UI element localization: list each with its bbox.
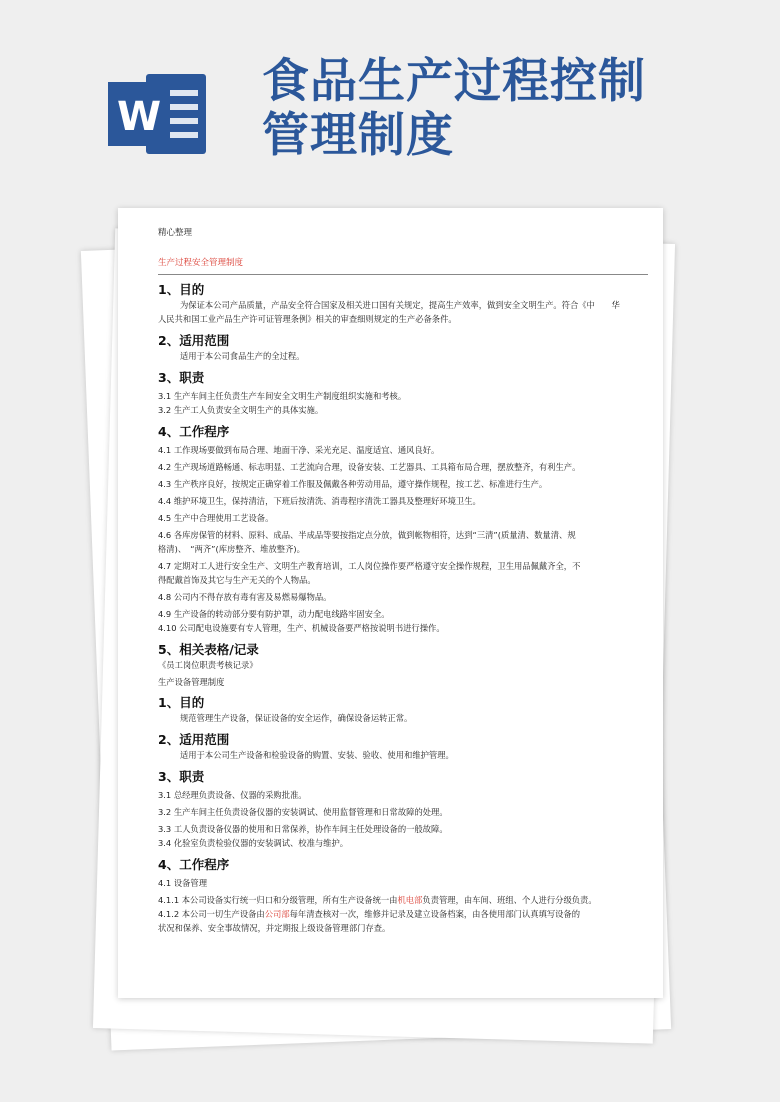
list-item: 4.5 生产中合理使用工艺设备。	[158, 513, 274, 523]
list-item-continued: 格清)、 “两齐”(库房整齐、堆放整齐)。	[158, 544, 305, 554]
list-item: 3.3 工人负责设备仪器的使用和日常保养，协作车间主任处理设备的一般故障。	[158, 824, 448, 834]
list-item: 3.2 生产工人负责安全文明生产的具体实施。	[158, 405, 324, 415]
list-item-4-1-1: 4.1.1 本公司设备实行统一归口和分级管理，所有生产设备统一由机电部负责管理，由车间、班组、个人进行分级负责。	[158, 895, 597, 905]
title-line-2: 管理制度	[262, 108, 454, 163]
header-note: 精心整理	[158, 228, 193, 238]
paragraph: 适用于本公司食品生产的全过程。	[180, 351, 305, 361]
word-letter: W	[116, 94, 162, 140]
list-item: 3.2 生产车间主任负责设备仪器的安装调试、使用监督管理和日常故障的处理。	[158, 807, 448, 817]
heading-scope-2: 2、适用范围	[158, 732, 230, 747]
section-title-equipment: 生产设备管理制度	[158, 677, 225, 687]
paragraph: 适用于本公司生产设备和检验设备的购置、安装、验收、使用和维护管理。	[180, 750, 454, 760]
word-icon	[108, 68, 208, 160]
list-item-continued: 状况和保养、安全事故情况，并定期报上级设备管理部门存查。	[158, 923, 391, 933]
heading-procedure-2: 4、工作程序	[158, 857, 230, 872]
document-title	[262, 55, 682, 163]
heading-duties: 3、职责	[158, 370, 205, 385]
section-red-title: 生产过程安全管理制度	[158, 256, 648, 275]
list-item: 3.1 总经理负责设备、仪器的采购批准。	[158, 790, 307, 800]
list-item: 4.2 生产现场道路畅通、标志明显、工艺流向合理，设备安装、工艺器具、工具箱布局合理，摆放整齐，有利生产。	[158, 462, 581, 472]
highlight-text: 公司部	[264, 909, 290, 919]
paragraph: 规范管理生产设备，保证设备的安全运作，确保设备运转正常。	[180, 713, 413, 723]
heading-procedure: 4、工作程序	[158, 424, 230, 439]
record-item: 《员工岗位职责考核记录》	[158, 660, 258, 670]
list-item: 4.1 设备管理	[158, 878, 208, 888]
list-item: 4.4 维护环境卫生，保持清洁，下班后按清洗、消毒程序清洗工器具及整理好环境卫生。	[158, 496, 481, 506]
list-item: 4.9 生产设备的转动部分要有防护罩，动力配电线路牢固安全。	[158, 609, 390, 619]
paragraph: 为保证本公司产品质量，产品安全符合国家及相关进口国有关规定，提高生产效率，做到安全文明生产。符合《中 华	[180, 300, 620, 310]
highlight-text: 机电部	[397, 895, 423, 905]
heading-purpose-2: 1、目的	[158, 695, 205, 710]
list-item: 3.1 生产车间主任负责生产车间安全文明生产制度组织实施和考核。	[158, 391, 407, 401]
heading-records: 5、相关表格/记录	[158, 642, 259, 657]
list-item: 4.6 各库房保管的材料、原料、成品、半成品等要按指定点分放，做到帐物相符，达到“三清”(质量清、数量清、规	[158, 530, 576, 540]
list-item: 4.3 生产秩序良好，按规定正确穿着工作服及佩戴各种劳动用品，遵守操作规程，按工艺、标准进行生产。	[158, 479, 548, 489]
heading-duties-2: 3、职责	[158, 769, 205, 784]
heading-purpose: 1、目的	[158, 282, 205, 297]
list-item: 4.7 定期对工人进行安全生产、文明生产教育培训，工人岗位操作要严格遵守安全操作规程，卫生用品佩戴齐全，不	[158, 561, 581, 571]
paragraph: 人民共和国工业产品生产许可证管理条例》相关的审查细则规定的生产必备条件。	[158, 314, 457, 324]
title-line-1: 食品生产过程控制	[262, 54, 646, 109]
list-item: 3.4 化验室负责检验仪器的安装调试、校准与维护。	[158, 838, 349, 848]
heading-scope: 2、适用范围	[158, 333, 230, 348]
list-item: 4.8 公司内不得存放有毒有害及易燃易爆物品。	[158, 592, 332, 602]
list-item-4-1-2: 4.1.2 本公司一切生产设备由公司部每年清查核对一次，维修并记录及建立设备档案，由各使用部门认真填写设备的	[158, 909, 581, 919]
list-item-continued: 得配戴首饰及其它与生产无关的个人物品。	[158, 575, 316, 585]
page-content	[158, 226, 648, 935]
list-item: 4.1 工作现场要做到布局合理、地面干净、采光充足、温度适宜、通风良好。	[158, 445, 440, 455]
list-item: 4.10 公司配电设施要有专人管理，生产、机械设备要严格按说明书进行操作。	[158, 623, 445, 633]
document-page	[118, 208, 663, 998]
